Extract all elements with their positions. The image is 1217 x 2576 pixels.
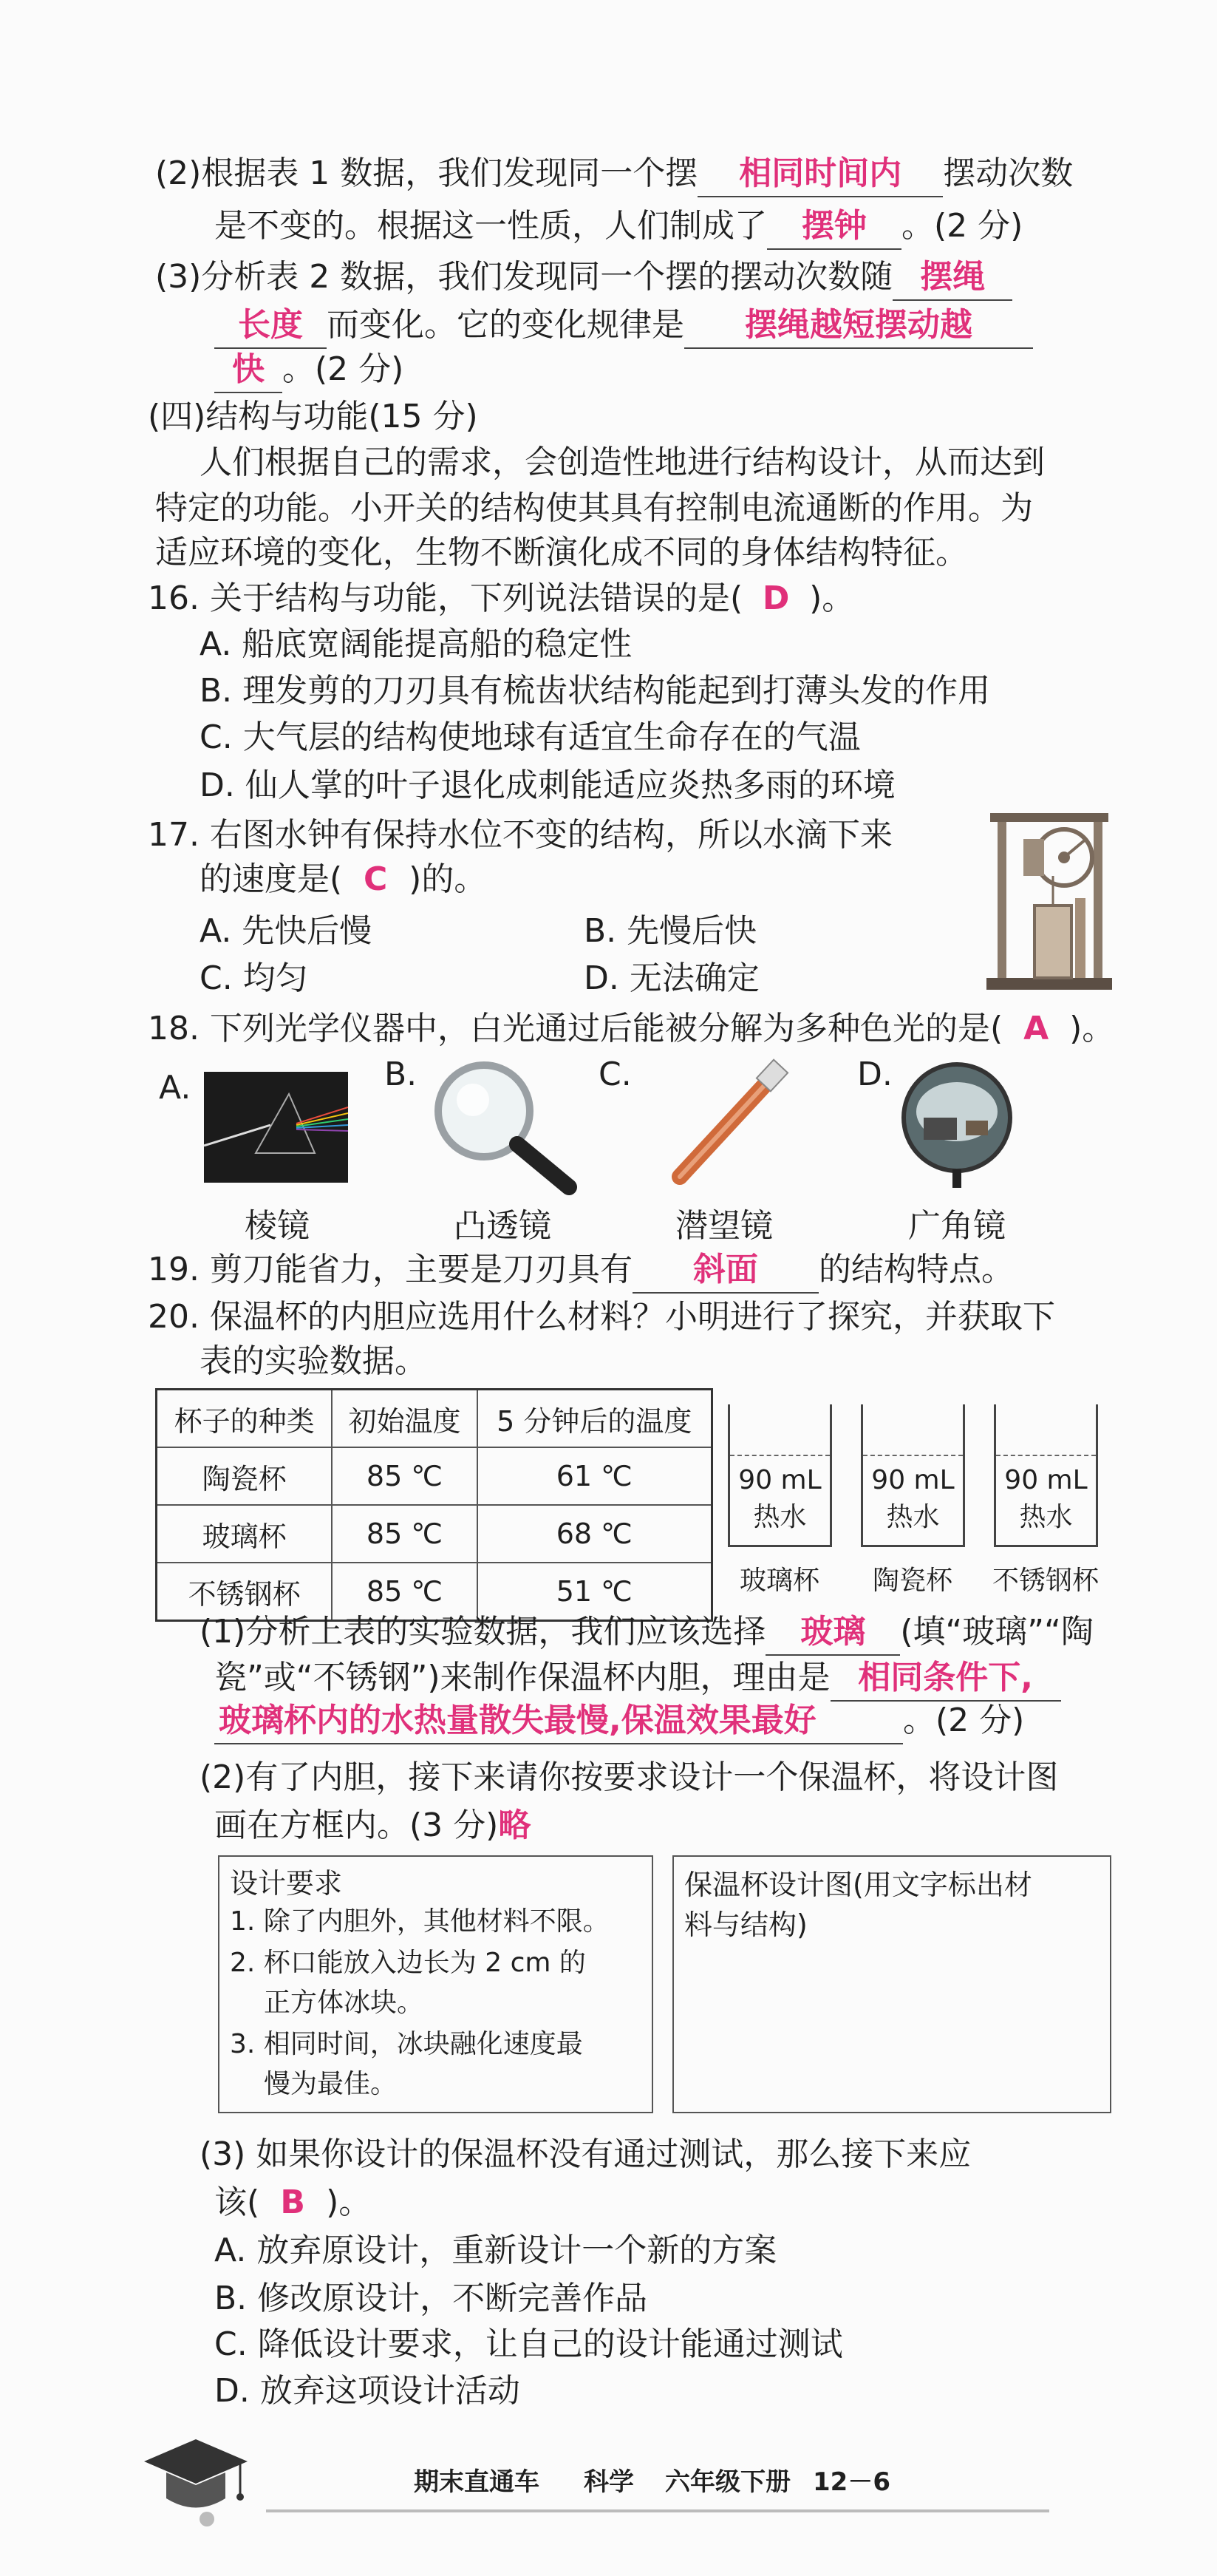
q16-option-c: C. 大气层的结构使地球有适宜生命存在的气温 (200, 718, 861, 756)
q19-answer: 斜面 (633, 1248, 819, 1294)
footer-grade: 六年级下册 (665, 2467, 791, 2497)
q20-p2-answer: 略 (498, 1807, 531, 1844)
q20-p3-option-b: B. 修改原设计，不断完善作品 (214, 2280, 648, 2317)
q16-stem: 16. 关于结构与功能，下列说法错误的是( D )。 (148, 577, 854, 621)
requirement-item: 2. 杯口能放入边长为 2 cm 的 (230, 1948, 586, 1978)
q20-p3-option-c: C. 降低设计要求，让自己的设计能通过测试 (214, 2325, 843, 2363)
q16-option-b: B. 理发剪的刀刃具有梳齿状结构能起到打薄头发的作用 (200, 672, 991, 710)
table-cell: 陶瓷杯 (157, 1447, 333, 1505)
q18-caption-prism: 棱镜 (245, 1207, 310, 1245)
section4-title: (四)结构与功能(15 分) (148, 398, 478, 435)
q18-caption-periscope: 潜望镜 (675, 1207, 773, 1245)
q17-option-c: C. 均匀 (200, 959, 308, 997)
q15-p3-line1: (3)分析表 2 数据，我们发现同一个摆的摆动次数随 摆绳 (155, 255, 1012, 301)
q18-stem: 18. 下列光学仪器中，白光通过后能被分解为多种色光的是( A )。 (148, 1007, 1114, 1051)
q18-letter-c: C. (599, 1056, 632, 1093)
q18-caption-wide-angle: 广角镜 (908, 1207, 1006, 1245)
requirement-item: 正方体冰块。 (264, 1988, 424, 2018)
design-box-title-1: 保温杯设计图(用文字标出材 (684, 1869, 1032, 1901)
q16-option-d: D. 仙人掌的叶子退化成刺能适应炎热多雨的环境 (200, 767, 896, 804)
requirements-title: 设计要求 (230, 1867, 343, 1900)
table-header-row (157, 1390, 712, 1448)
table-header: 初始温度 (332, 1390, 477, 1448)
footer-book-title: 期末直通车 (414, 2467, 539, 2497)
section4-intro-1: 人们根据自己的需求，会创造性地进行结构设计，从而达到 (200, 444, 1045, 481)
q15-p3-answer1a: 摆绳 (893, 255, 1012, 301)
water-line (730, 1455, 830, 1456)
q17-answer: C (364, 860, 388, 898)
q20-p2-line1: (2)有了内胆，接下来请你按要求设计一个保温杯，将设计图 (200, 1758, 1059, 1796)
table-row (157, 1447, 712, 1505)
section4-intro-2: 特定的功能。小开关的结构使其具有控制电流通断的作用。为 (155, 489, 1033, 527)
footer-page-number: 12－6 (813, 2467, 890, 2497)
q17-stem-1: 17. 右图水钟有保持水位不变的结构，所以水滴下来 (148, 816, 893, 854)
cup-water-volume: 90 mL (871, 1465, 955, 1495)
q20-p1-answer1: 玻璃 (766, 1610, 900, 1656)
table-cell: 51 ℃ (477, 1563, 712, 1621)
table-cell: 85 ℃ (332, 1563, 477, 1621)
q18-letter-a: A. (159, 1069, 191, 1107)
table-header: 5 分钟后的温度 (477, 1390, 712, 1448)
q18-letter-d: D. (857, 1056, 893, 1093)
q15-p2-answer2: 摆钟 (767, 204, 901, 250)
ceramic-cup (861, 1404, 965, 1547)
q15-p3-answer1b: 长度 (214, 303, 327, 349)
q18-caption-convex-lens: 凸透镜 (454, 1207, 551, 1245)
water-line (996, 1455, 1096, 1456)
table-cell: 不锈钢杯 (157, 1563, 333, 1621)
section4-intro-3: 适应环境的变化，生物不断演化成不同的身体结构特征。 (155, 534, 968, 571)
cup-water-label: 热水 (886, 1502, 940, 1532)
q16-answer: D (762, 580, 790, 617)
q15-p2-line2: 是不变的。根据这一性质，人们制成了 摆钟 。(2 分) (214, 204, 1023, 250)
footer-subject: 科学 (584, 2467, 634, 2497)
q17-stem-2: 的速度是( C )的。 (200, 857, 486, 902)
q15-p3-line2: 长度 而变化。它的变化规律是 摆绳越短摆动越 (214, 303, 1033, 349)
graduation-cap-icon (137, 2432, 255, 2528)
footer-rule (266, 2509, 1049, 2512)
q19-line: 19. 剪刀能省力，主要是刀刃具有 斜面 的结构特点。 (148, 1248, 1014, 1294)
q20-p2-line2: 画在方框内。(3 分)略 (214, 1807, 531, 1844)
q20-p3-answer: B (280, 2184, 305, 2221)
q15-p2-line1: (2)根据表 1 数据，我们发现同一个摆 相同时间内 摆动次数 (155, 152, 1073, 197)
q20-p3-option-d: D. 放弃这项设计活动 (214, 2372, 520, 2410)
q17-option-a: A. 先快后慢 (200, 912, 372, 950)
q20-p1-answer2a: 相同条件下, (831, 1656, 1061, 1702)
water-clock-image (983, 809, 1116, 994)
cup-water-label: 热水 (753, 1502, 807, 1532)
table-cell: 61 ℃ (477, 1447, 712, 1505)
cup-label-glass: 玻璃杯 (739, 1566, 819, 1596)
q15-p2-answer1: 相同时间内 (698, 152, 943, 197)
requirement-item: 1. 除了内胆外，其他材料不限。 (230, 1906, 610, 1937)
q16-option-a: A. 船底宽阔能提高船的稳定性 (200, 625, 633, 663)
q15-p3-answer2b: 快 (214, 347, 282, 393)
table-cell: 68 ℃ (477, 1505, 712, 1563)
design-requirements-box (218, 1855, 653, 2113)
cup-label-ceramic: 陶瓷杯 (872, 1566, 952, 1596)
wide-angle-mirror-image (898, 1058, 1016, 1192)
q20-p3-line1: (3) 如果你设计的保温杯没有通过测试，那么接下来应 (200, 2135, 972, 2173)
q20-data-table (155, 1388, 713, 1622)
q20-p1-line1: (1)分析上表的实验数据，我们应该选择 玻璃 (填“玻璃”“陶 (200, 1610, 1094, 1656)
q20-p1-line3: 玻璃杯内的水热量散失最慢,保温效果最好 。(2 分) (214, 1699, 1024, 1744)
q20-p1-answer2b: 玻璃杯内的水热量散失最慢,保温效果最好 (214, 1699, 903, 1744)
table-cell: 85 ℃ (332, 1505, 477, 1563)
design-box-title-2: 料与结构) (684, 1909, 808, 1941)
q17-option-b: B. 先慢后快 (584, 912, 757, 950)
q15-p3-answer2a: 摆绳越短摆动越 (684, 303, 1033, 349)
periscope-image (650, 1058, 798, 1192)
table-header: 杯子的种类 (157, 1390, 333, 1448)
cup-water-volume: 90 mL (738, 1465, 822, 1495)
q20-p3-line2: 该( B )。 (214, 2181, 371, 2225)
cup-water-volume: 90 mL (1004, 1465, 1088, 1495)
table-row (157, 1505, 712, 1563)
q20-stem-2: 表的实验数据。 (200, 1342, 427, 1380)
q20-stem-1: 20. 保温杯的内胆应选用什么材料？小明进行了探究，并获取下 (148, 1298, 1055, 1336)
design-drawing-box[interactable] (672, 1855, 1111, 2113)
glass-cup (728, 1404, 832, 1547)
q20-p3-option-a: A. 放弃原设计，重新设计一个新的方案 (214, 2232, 777, 2269)
magnifier-image (421, 1056, 584, 1196)
table-cell: 85 ℃ (332, 1447, 477, 1505)
q15-p3-line3: 快 。(2 分) (214, 347, 403, 393)
steel-cup (994, 1404, 1098, 1547)
q18-letter-b: B. (384, 1056, 417, 1093)
table-cell: 玻璃杯 (157, 1505, 333, 1563)
cup-water-label: 热水 (1019, 1502, 1073, 1532)
prism-image (204, 1072, 348, 1183)
q20-p1-line2: 瓷”或“不锈钢”)来制作保温杯内胆，理由是 相同条件下, (214, 1656, 1061, 1702)
q17-option-d: D. 无法确定 (584, 959, 760, 997)
q18-answer: A (1023, 1010, 1049, 1047)
requirement-item: 3. 相同时间，冰块融化速度最 (230, 2029, 583, 2059)
requirement-item: 慢为最佳。 (264, 2069, 398, 2099)
cup-label-steel: 不锈钢杯 (992, 1566, 1099, 1596)
water-line (863, 1455, 963, 1456)
